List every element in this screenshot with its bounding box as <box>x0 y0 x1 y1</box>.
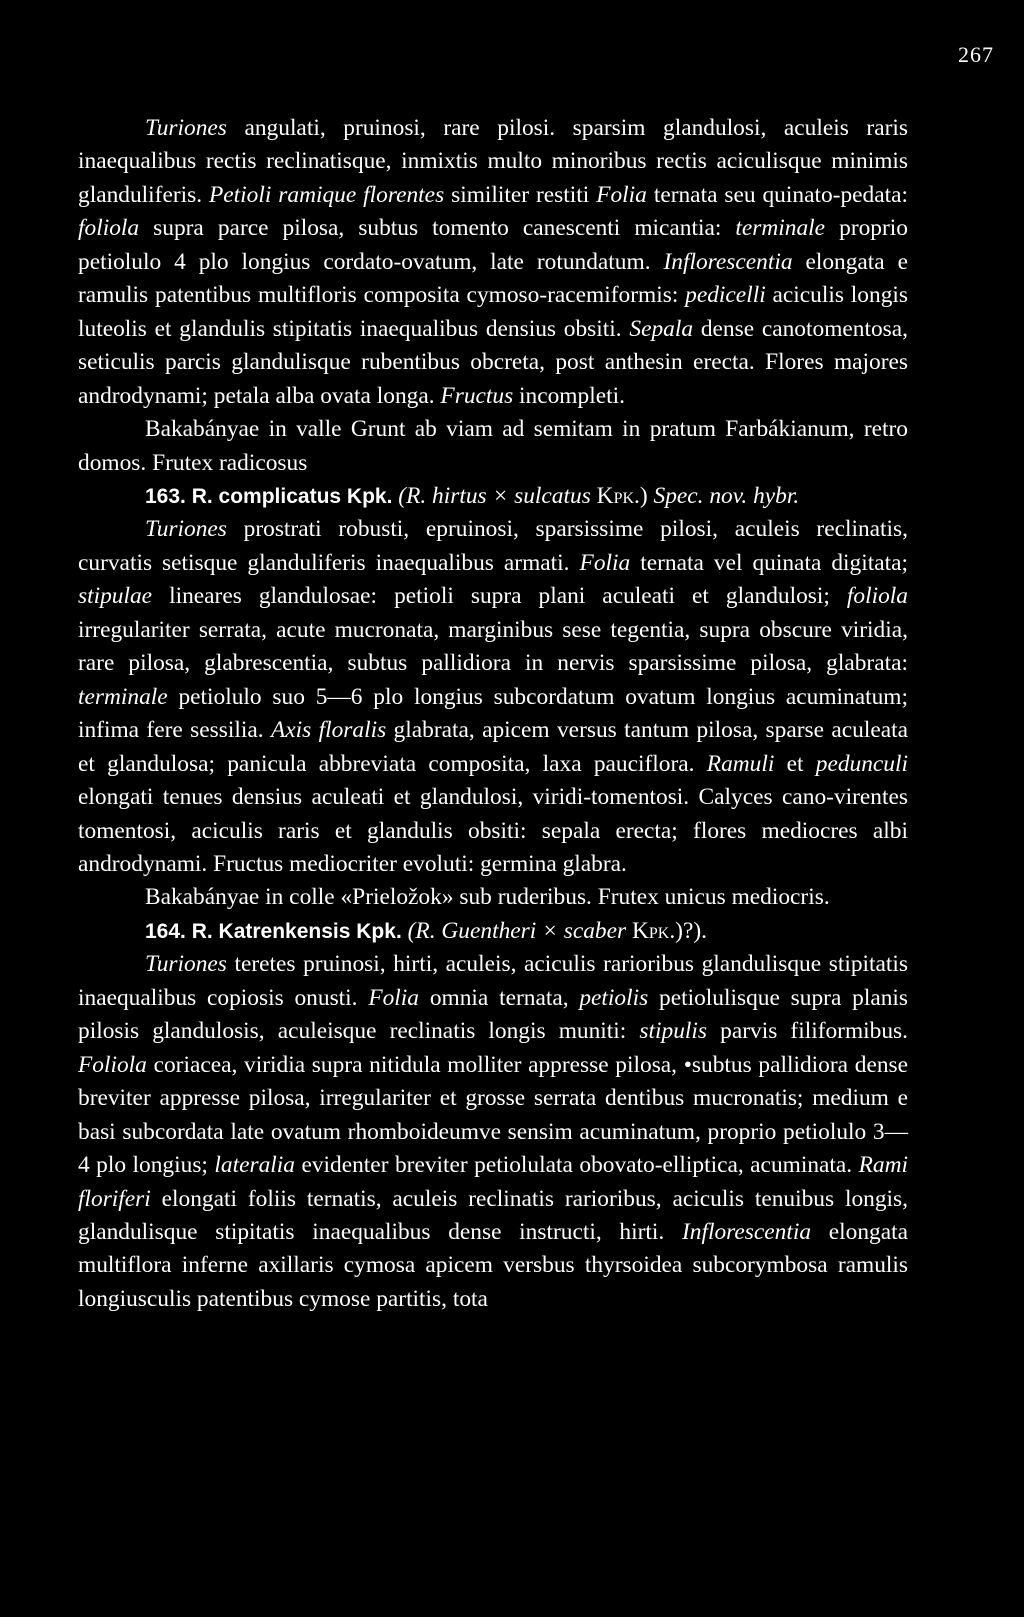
italic-term: Ramuli <box>706 750 775 777</box>
italic-term: (R. hirtus × sulcatus <box>398 482 591 509</box>
text-run: Kpk. <box>596 482 640 509</box>
italic-term: stipulae <box>78 583 153 610</box>
paragraph <box>78 948 908 1316</box>
text-run: evidenter breviter petiolulata obovato-elliptica, acuminata. <box>294 1152 859 1179</box>
text-run: )?). <box>675 917 707 944</box>
text-run: coriacea, viridia supra nitidula molliter appresse pilosa, •subtus pallidiora dense breviter appresse pilosa, irregulariter et grosse serrata dentibus mucronatis; medium e basi subcordata late ovatum rhomboideumve sensim acuminatum, proprio petiolulo 3—4 plo longius; <box>78 1051 908 1179</box>
italic-term: Turiones <box>145 951 227 978</box>
text-run: parvis filiformibus. <box>707 1018 909 1045</box>
text-run: ternata seu quinato-pedata: <box>646 181 908 208</box>
italic-term: Folia <box>596 181 647 208</box>
text-run: supra parce pilosa, subtus tomento canescenti micantia: <box>139 215 736 242</box>
body-text <box>78 112 908 1316</box>
italic-term: Foliola <box>78 1051 147 1078</box>
italic-term: pedunculi <box>815 750 909 777</box>
text-run: elongata multiflora inferne axillaris cymosa apicem versbus thyrsoidea subcorymbosa ramulis longiusculis patentibus cymose partitis, tota <box>78 1218 909 1312</box>
italic-term: foliola <box>78 215 140 242</box>
page-number: 267 <box>958 42 994 67</box>
species-heading <box>78 480 908 513</box>
text-run: elongati foliis ternatis, aculeis reclinatis rarioribus, aciculis tenuibus longis, glandulisque stipitatis inaequalibus dense instructi, hirti. <box>78 1185 908 1245</box>
text-run: proprio petiolulo 4 plo longius cordato-ovatum, late rotundatum. <box>78 215 908 275</box>
species-number-name: 163. R. complicatus Kpk. <box>145 484 393 508</box>
text-run: petiolulo suo 5—6 plo longius subcordatum ovatum longius acuminatum; infima fere sessilia. <box>78 683 908 744</box>
text-run: aciculis longis luteolis et glandulis stipitatis inaequalibus densius obsiti. <box>78 282 908 342</box>
paragraph <box>78 112 908 413</box>
text-run: incompleti. <box>513 382 625 409</box>
text-run: elongati tenues densius aculeati et glandulosi, viridi-tomentosi. Calyces cano-virentes tomentosi, aciculis raris et glandulis obsiti: sepala erecta; flores mediocres albi androdynami. Fructus mediocriter evoluti: germina glabra. <box>78 784 908 877</box>
text-run: ) <box>639 482 654 509</box>
italic-term: foliola <box>846 583 908 610</box>
text-run: dense canotomentosa, seticulis parcis glandulisque rubentibus obcreta, post anthesin erecta. Flores majores androdynami; petala alba ovata longa. <box>78 315 908 409</box>
text-run: irregulariter serrata, acute mucronata, marginibus sese tegentia, supra obscure viridia, rare pilosa, glabrescentia, subtus pallidiora in nervis sparsissime pilosa, glabrata: <box>78 616 908 677</box>
italic-term: lateralia <box>214 1152 295 1179</box>
italic-term: Folia <box>579 549 631 576</box>
text-run: prostrati robusti, epruinosi, sparsissime pilosi, aculeis reclinatis, curvatis setisque glanduliferis inaequalibus armati. <box>78 516 908 576</box>
italic-term: Turiones <box>145 115 227 141</box>
paragraph <box>78 513 908 881</box>
italic-term: terminale <box>735 215 826 242</box>
paragraph <box>78 881 908 914</box>
text-run: petiolulisque supra planis pilosis glandulosis, aculeisque reclinatis longis muniti: <box>78 984 909 1045</box>
italic-term: Inflorescentia <box>663 248 793 275</box>
text-run: elongata e ramulis patentibus multifloris composita cymoso-racemiformis: <box>78 248 908 309</box>
italic-term: Fructus <box>440 382 514 409</box>
text-run: glabrata, apicem versus tantum pilosa, sparse aculeata et glandulosa; panicula abbreviata composita, laxa pauciflora. <box>78 717 908 777</box>
italic-term: stipulis <box>639 1018 708 1045</box>
italic-term: Turiones <box>145 516 227 543</box>
italic-term: (R. Guentheri × scaber <box>407 917 627 944</box>
text-run: et <box>774 750 816 777</box>
text-run: omnia ternata, <box>419 984 580 1011</box>
text-run: lineares glandulosae: petioli supra plani aculeati et glandulosi; <box>152 583 847 610</box>
text-run: angulati, pruinosi, rare pilosi. sparsim glandulosi, aculeis raris inaequalibus rectis reclinatisque, inmixtis multo minoribus rectis aciculisque minimis glanduliferis. <box>78 115 908 208</box>
italic-term: pedicelli <box>685 282 766 309</box>
italic-term: terminale <box>78 683 168 710</box>
text-run: Bakabányae in colle «Prieložok» sub ruderibus. Frutex unicus mediocris. <box>145 884 830 911</box>
text-run: Bakabányae in valle Grunt ab viam ad semitam in pratum Farbákianum, retro domos. Frutex radicosus <box>78 416 908 476</box>
paragraph <box>78 413 908 480</box>
text-run: teretes pruinosi, hirti, aculeis, aciculis rarioribus glandulisque stipitatis inaequalibus copiosis onusti. <box>78 951 908 1011</box>
text-run: Kpk. <box>631 917 676 944</box>
italic-term: Rami floriferi <box>78 1152 908 1212</box>
text-run: similiter restiti <box>444 181 597 208</box>
italic-term: petiolis <box>579 984 649 1011</box>
species-number-name: 164. R. Katrenkensis Kpk. <box>145 919 402 943</box>
italic-term: Petioli ramique florentes <box>209 181 445 208</box>
italic-term: Folia <box>368 984 420 1011</box>
italic-term: Axis floralis <box>270 717 387 744</box>
italic-term: Sepala <box>629 315 694 342</box>
italic-term: Spec. nov. hybr. <box>653 482 800 509</box>
italic-term: Inflorescentia <box>681 1218 812 1245</box>
species-heading <box>78 915 908 948</box>
text-run: ternata vel quinata digitata; <box>630 549 908 576</box>
